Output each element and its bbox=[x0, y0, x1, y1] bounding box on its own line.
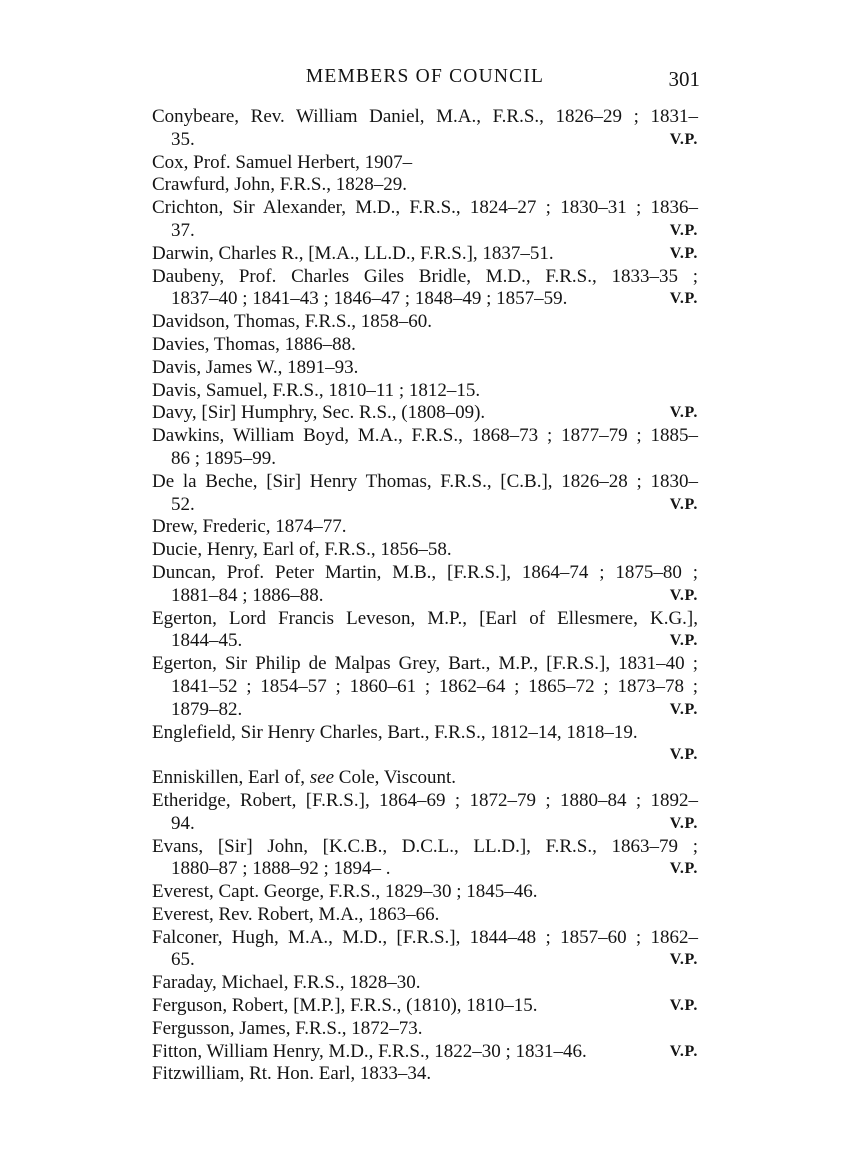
entry-continuation-line: 1837–40 ; 1841–43 ; 1846–47 ; 1848–49 ; 1857–59. V.P. bbox=[171, 288, 698, 310]
member-entry bbox=[152, 380, 698, 403]
member-entry bbox=[152, 1063, 698, 1086]
entry-line: Fergusson, James, F.R.S., 1872–73. bbox=[152, 1017, 423, 1039]
member-entry bbox=[152, 357, 698, 380]
entry-line: Davy, [Sir] Humphry, Sec. R.S., (1808–09). V.P. bbox=[152, 402, 698, 424]
entry-line: Faraday, Michael, F.R.S., 1828–30. bbox=[152, 972, 421, 994]
vice-president-row bbox=[152, 744, 698, 767]
member-entry bbox=[152, 904, 698, 927]
member-entry bbox=[152, 722, 698, 768]
entry-line: Egerton, Lord Francis Leveson, M.P., [Earl of Ellesmere, K.G.], bbox=[152, 607, 698, 629]
entry-line: Fitton, William Henry, M.D., F.R.S., 1822–30 ; 1831–46. V.P. bbox=[152, 1040, 698, 1062]
entry-line: Ferguson, Robert, [M.P.], F.R.S., (1810), 1810–15. V.P. bbox=[152, 995, 698, 1017]
entry-line: Enniskillen, Earl of, see Cole, Viscount. bbox=[152, 767, 457, 789]
entry-line: Daubeny, Prof. Charles Giles Bridle, M.D., F.R.S., 1833–35 ; bbox=[152, 265, 698, 287]
member-entry bbox=[152, 539, 698, 562]
entry-line: Davies, Thomas, 1886–88. bbox=[152, 333, 356, 355]
entry-line: Cox, Prof. Samuel Herbert, 1907– bbox=[152, 151, 413, 173]
entry-continuation-line: 86 ; 1895–99. bbox=[171, 447, 277, 469]
council-members-list bbox=[152, 106, 698, 1086]
entry-line: Etheridge, Robert, [F.R.S.], 1864–69 ; 1872–79 ; 1880–84 ; 1892– bbox=[152, 789, 698, 811]
vice-president-mark: V.P. bbox=[669, 997, 698, 1015]
vice-president-mark: V.P. bbox=[669, 814, 698, 832]
member-entry bbox=[152, 927, 698, 973]
entry-continuation-line: 52. V.P. bbox=[171, 493, 698, 515]
entry-line: Duncan, Prof. Peter Martin, M.B., [F.R.S.], 1864–74 ; 1875–80 ; bbox=[152, 561, 698, 583]
vice-president-mark: V.P. bbox=[669, 404, 698, 422]
member-entry bbox=[152, 243, 698, 266]
entry-line: Fitzwilliam, Rt. Hon. Earl, 1833–34. bbox=[152, 1063, 432, 1085]
entry-line: Drew, Frederic, 1874–77. bbox=[152, 516, 347, 538]
vice-president-mark: V.P. bbox=[669, 1042, 698, 1060]
entry-line: Davis, James W., 1891–93. bbox=[152, 356, 359, 378]
entry-line: Everest, Capt. George, F.R.S., 1829–30 ; 1845–46. bbox=[152, 881, 538, 903]
member-entry bbox=[152, 653, 698, 721]
member-entry bbox=[152, 1018, 698, 1041]
member-entry bbox=[152, 836, 698, 882]
member-entry bbox=[152, 402, 698, 425]
entry-line: Englefield, Sir Henry Charles, Bart., F.R.S., 1812–14, 1818–19. bbox=[152, 721, 638, 743]
entry-line: Evans, [Sir] John, [K.C.B., D.C.L., LL.D.], F.R.S., 1863–79 ; bbox=[152, 835, 698, 857]
vice-president-mark: V.P. bbox=[669, 244, 698, 262]
member-entry bbox=[152, 608, 698, 654]
member-entry bbox=[152, 516, 698, 539]
entry-line: Ducie, Henry, Earl of, F.R.S., 1856–58. bbox=[152, 539, 452, 561]
entry-line: Falconer, Hugh, M.A., M.D., [F.R.S.], 1844–48 ; 1857–60 ; 1862– bbox=[152, 926, 698, 948]
vice-president-mark: V.P. bbox=[669, 130, 698, 148]
member-entry bbox=[152, 995, 698, 1018]
member-entry bbox=[152, 174, 698, 197]
entry-line: Crawfurd, John, F.R.S., 1828–29. bbox=[152, 174, 407, 196]
member-entry bbox=[152, 1041, 698, 1064]
entry-continuation-line: 94. V.P. bbox=[171, 812, 698, 834]
page-title: MEMBERS OF COUNCIL bbox=[305, 66, 545, 87]
member-entry bbox=[152, 972, 698, 995]
entry-line: Davidson, Thomas, F.R.S., 1858–60. bbox=[152, 311, 432, 333]
vice-president-mark: V.P. bbox=[669, 221, 698, 239]
member-entry bbox=[152, 425, 698, 471]
entry-line: Darwin, Charles R., [M.A., LL.D., F.R.S.], 1837–51. V.P. bbox=[152, 242, 698, 264]
vice-president-mark: V.P. bbox=[669, 290, 698, 308]
entry-line: Crichton, Sir Alexander, M.D., F.R.S., 1824–27 ; 1830–31 ; 1836– bbox=[152, 197, 698, 219]
entry-continuation-line: 1844–45. V.P. bbox=[171, 630, 698, 652]
member-entry bbox=[152, 471, 698, 517]
entry-continuation-line: 1881–84 ; 1886–88. V.P. bbox=[171, 584, 698, 606]
entry-line: De la Beche, [Sir] Henry Thomas, F.R.S., [C.B.], 1826–28 ; 1830– bbox=[152, 470, 698, 492]
entry-continuation-line: 1880–87 ; 1888–92 ; 1894– . V.P. bbox=[171, 858, 698, 880]
member-entry bbox=[152, 266, 698, 312]
entry-line: Conybeare, Rev. William Daniel, M.A., F.R.S., 1826–29 ; 1831– bbox=[152, 106, 698, 127]
entry-line: Davis, Samuel, F.R.S., 1810–11 ; 1812–15. bbox=[152, 379, 481, 401]
member-entry bbox=[152, 562, 698, 608]
running-head bbox=[150, 62, 700, 92]
member-entry bbox=[152, 881, 698, 904]
page-number: 301 bbox=[668, 67, 700, 91]
entry-continuation-line: 65. V.P. bbox=[171, 949, 698, 971]
entry-continuation-line: 37. V.P. bbox=[171, 219, 698, 241]
vice-president-mark: V.P. bbox=[669, 586, 698, 604]
vice-president-mark: V.P. bbox=[669, 700, 698, 718]
entry-line: Everest, Rev. Robert, M.A., 1863–66. bbox=[152, 903, 440, 925]
vice-president-mark: V.P. bbox=[669, 495, 698, 513]
vice-president-mark: V.P. bbox=[669, 746, 698, 764]
vice-president-mark: V.P. bbox=[669, 632, 698, 650]
member-entry bbox=[152, 790, 698, 836]
entry-continuation-line: 1879–82. V.P. bbox=[171, 698, 698, 720]
member-entry bbox=[152, 311, 698, 334]
entry-line: Egerton, Sir Philip de Malpas Grey, Bart., M.P., [F.R.S.], 1831–40 ; bbox=[152, 653, 698, 675]
entry-continuation-line: 1841–52 ; 1854–57 ; 1860–61 ; 1862–64 ; 1865–72 ; 1873–78 ; bbox=[171, 675, 698, 697]
member-entry bbox=[152, 106, 698, 152]
member-entry bbox=[152, 152, 698, 175]
member-entry bbox=[152, 767, 698, 790]
entry-continuation-line: 35. V.P. bbox=[171, 128, 698, 150]
member-entry bbox=[152, 197, 698, 243]
vice-president-mark: V.P. bbox=[669, 951, 698, 969]
entry-line: Dawkins, William Boyd, M.A., F.R.S., 1868–73 ; 1877–79 ; 1885– bbox=[152, 425, 698, 447]
member-entry bbox=[152, 334, 698, 357]
vice-president-mark: V.P. bbox=[669, 860, 698, 878]
